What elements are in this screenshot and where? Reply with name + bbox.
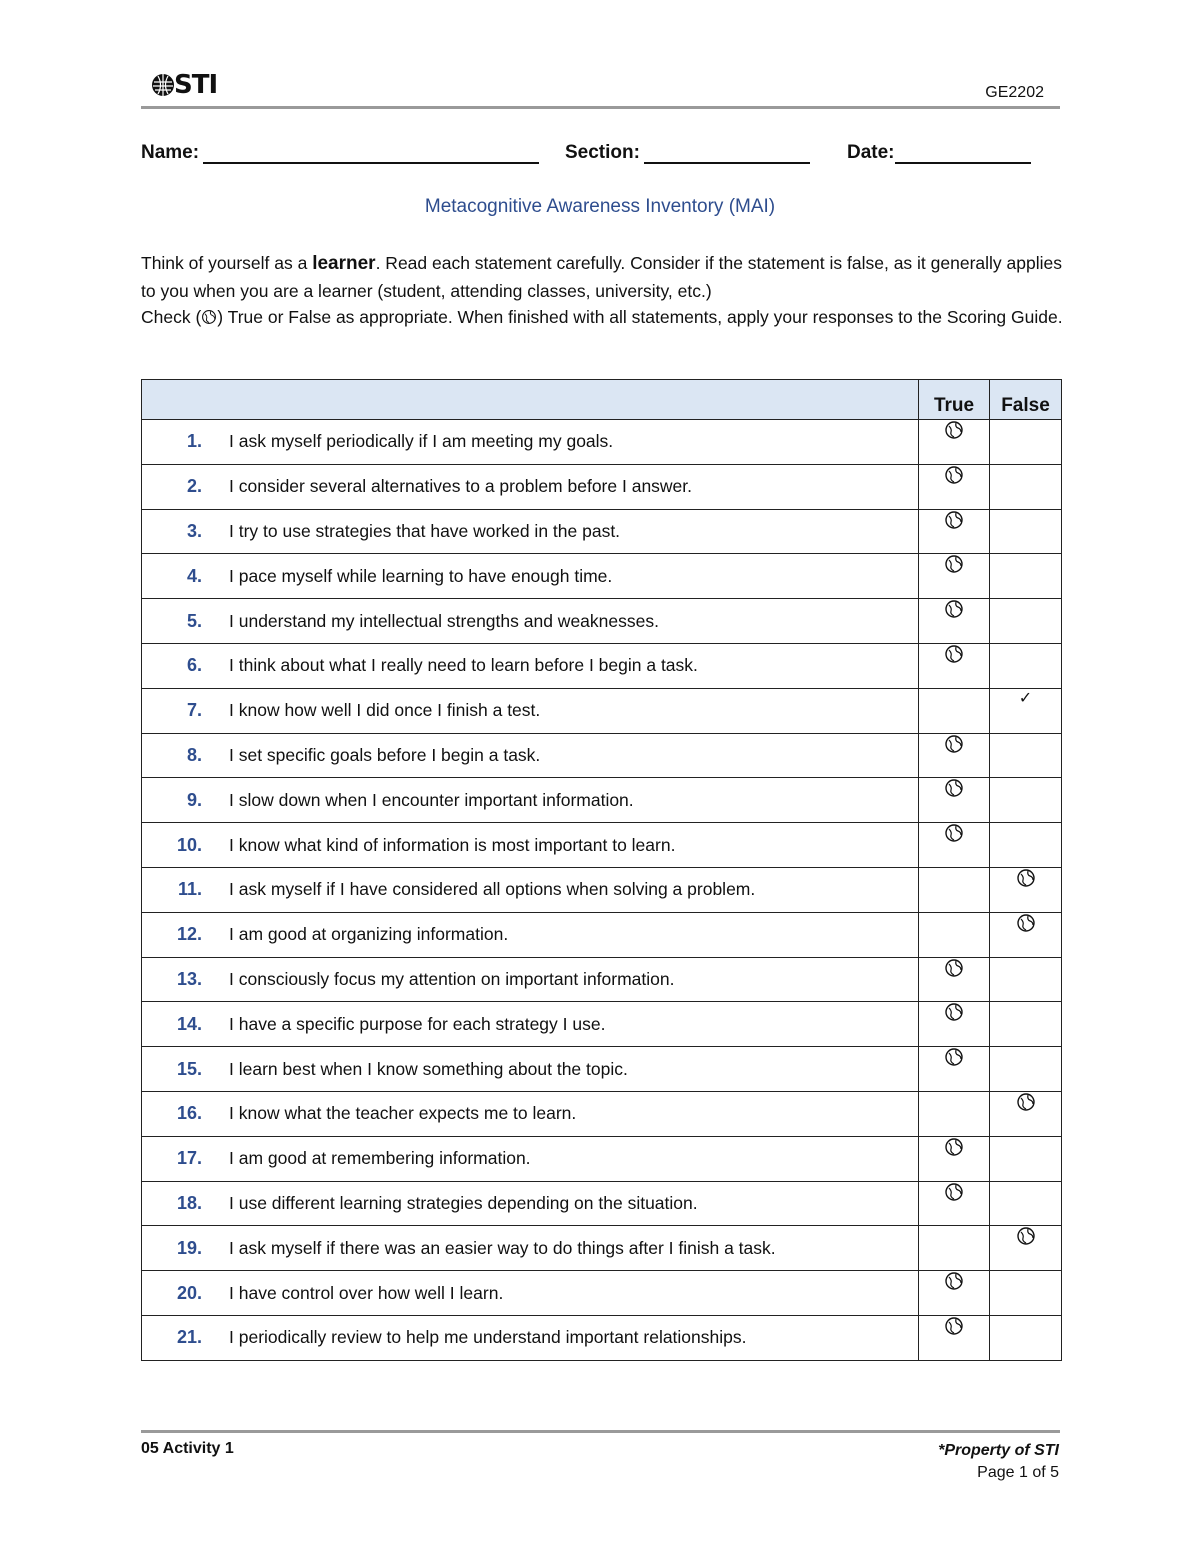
answer-cell-true[interactable] — [919, 464, 990, 509]
statement-number: 1. — [186, 431, 202, 452]
table-row — [142, 778, 1062, 823]
table-row — [142, 1271, 1062, 1316]
statement-cell — [142, 464, 919, 509]
instructions-paragraph-2 — [141, 304, 1071, 331]
table-row — [142, 867, 1062, 912]
answer-cell-false[interactable] — [990, 464, 1062, 509]
section-label: Section: — [565, 142, 640, 163]
table-row — [142, 1226, 1062, 1271]
inventory-table — [141, 379, 1062, 1361]
check-mark-icon — [944, 1271, 964, 1291]
table-row — [142, 912, 1062, 957]
statement — [142, 1238, 918, 1259]
column-header-false: False — [990, 380, 1062, 420]
statement-cell — [142, 733, 919, 778]
statement-number: 20. — [176, 1282, 202, 1303]
answer-cell-false[interactable] — [990, 957, 1062, 1002]
logo-text: STI — [174, 70, 218, 100]
statement — [142, 790, 918, 811]
check-mark-icon — [944, 1137, 964, 1157]
statement-text: I know what kind of information is most important to learn. — [229, 834, 676, 855]
instructions-text: Think of yourself as a — [141, 253, 313, 273]
table-row — [142, 1136, 1062, 1181]
statement — [142, 835, 918, 856]
statement — [142, 566, 918, 587]
statement-number: 18. — [176, 1192, 202, 1213]
statement — [142, 879, 918, 900]
footer-property: *Property of STI — [938, 1442, 1059, 1459]
instructions-paragraph-1 — [141, 250, 1071, 304]
statement-cell — [142, 1002, 919, 1047]
name-label: Name: — [141, 142, 200, 163]
statement-text: I have control over how well I learn. — [229, 1282, 504, 1303]
answer-cell-true[interactable] — [919, 420, 990, 465]
statement-number: 3. — [186, 520, 202, 541]
answer-cell-true[interactable] — [919, 1315, 990, 1360]
statement-number: 19. — [176, 1237, 202, 1258]
answer-cell-false[interactable] — [990, 1047, 1062, 1092]
statement-text: I set specific goals before I begin a task. — [229, 744, 541, 765]
statement-number: 9. — [186, 789, 202, 810]
table-row — [142, 1315, 1062, 1360]
check-mark-icon — [201, 309, 217, 325]
name-input-line[interactable] — [203, 142, 539, 164]
statement-text: I have a specific purpose for each strategy I use. — [229, 1013, 606, 1034]
statement-number: 16. — [176, 1103, 202, 1124]
footer-page-number: Page 1 of 5 — [977, 1464, 1059, 1481]
statement-number: 7. — [186, 700, 202, 721]
statement — [142, 700, 918, 721]
statement-number: 15. — [176, 1058, 202, 1079]
tick-mark-icon: ✓ — [1018, 689, 1033, 707]
check-mark-icon — [944, 1316, 964, 1336]
answer-cell-true[interactable] — [919, 1181, 990, 1226]
table-row — [142, 420, 1062, 465]
instructions — [141, 250, 1071, 331]
table-row — [142, 509, 1062, 554]
statement-cell — [142, 867, 919, 912]
statement-number: 4. — [186, 565, 202, 586]
instructions-text: Check ( — [141, 307, 202, 327]
answer-cell-false[interactable] — [990, 1271, 1062, 1316]
check-mark-icon — [944, 644, 964, 664]
table-row — [142, 823, 1062, 868]
statement-text: I pace myself while learning to have enough time. — [229, 565, 613, 586]
answer-cell-true[interactable] — [919, 957, 990, 1002]
answer-cell-false[interactable] — [990, 1091, 1062, 1136]
footer-activity: 05 Activity 1 — [141, 1440, 234, 1457]
check-mark-icon — [944, 958, 964, 978]
statement-cell — [142, 778, 919, 823]
check-mark-icon — [944, 1182, 964, 1202]
check-mark-icon — [1016, 1092, 1036, 1112]
statement-number: 5. — [186, 610, 202, 631]
table-row — [142, 599, 1062, 644]
table-row — [142, 1047, 1062, 1092]
statement-number: 12. — [176, 924, 202, 945]
answer-cell-false[interactable] — [990, 1226, 1062, 1271]
check-mark-icon — [944, 554, 964, 574]
check-mark-icon — [1016, 868, 1036, 888]
statement — [142, 1327, 918, 1348]
statement-cell — [142, 643, 919, 688]
statement-cell — [142, 1047, 919, 1092]
statement — [142, 655, 918, 676]
statement — [142, 1059, 918, 1080]
statement-number: 11. — [177, 879, 202, 900]
answer-cell-true[interactable] — [919, 1091, 990, 1136]
answer-cell-false[interactable] — [990, 733, 1062, 778]
section-field — [565, 142, 810, 164]
date-field — [847, 142, 1031, 164]
answer-cell-true[interactable] — [919, 1226, 990, 1271]
statement-text: I know what the teacher expects me to learn. — [229, 1103, 577, 1124]
statement-cell — [142, 509, 919, 554]
statement-text: I ask myself if I have considered all options when solving a problem. — [229, 879, 756, 900]
answer-cell-false[interactable] — [990, 420, 1062, 465]
table-row — [142, 733, 1062, 778]
answer-cell-true[interactable] — [919, 867, 990, 912]
statement-text: I slow down when I encounter important information. — [229, 789, 634, 810]
statement — [142, 745, 918, 766]
answer-cell-false[interactable] — [990, 1002, 1062, 1047]
statement — [142, 521, 918, 542]
statement-text: I learn best when I know something about the topic. — [229, 1058, 628, 1079]
statement-cell — [142, 1091, 919, 1136]
document-title: Metacognitive Awareness Inventory (MAI) — [424, 196, 776, 217]
statement-cell — [142, 1271, 919, 1316]
answer-cell-false[interactable] — [990, 509, 1062, 554]
statement-cell — [142, 554, 919, 599]
check-mark-icon — [1016, 913, 1036, 933]
table-row — [142, 688, 1062, 733]
statement-text: I am good at remembering information. — [229, 1148, 531, 1169]
statement-number: 8. — [186, 744, 202, 765]
answer-cell-false[interactable] — [990, 1136, 1062, 1181]
statement-cell — [142, 912, 919, 957]
statement-text: I ask myself if there was an easier way to do things after I finish a task. — [229, 1237, 776, 1258]
statement-number: 2. — [186, 476, 202, 497]
answer-cell-true[interactable] — [919, 643, 990, 688]
footer-right — [938, 1440, 1059, 1484]
statement-cell — [142, 1315, 919, 1360]
statement-text: I consciously focus my attention on important information. — [229, 968, 675, 989]
answer-cell-false[interactable] — [990, 823, 1062, 868]
check-mark-icon — [944, 823, 964, 843]
statement — [142, 1283, 918, 1304]
answer-cell-true[interactable] — [919, 1271, 990, 1316]
statement-text: I am good at organizing information. — [229, 924, 509, 945]
answer-cell-false[interactable] — [990, 1181, 1062, 1226]
answer-cell-false[interactable] — [990, 554, 1062, 599]
statement-number: 6. — [186, 655, 202, 676]
statement-cell — [142, 1136, 919, 1181]
statement-text: I periodically review to help me understand important relationships. — [229, 1327, 747, 1348]
table-row — [142, 464, 1062, 509]
check-mark-icon — [944, 1047, 964, 1067]
statement-cell — [142, 1226, 919, 1271]
name-field — [141, 142, 539, 164]
statement-cell — [142, 420, 919, 465]
date-label: Date: — [847, 142, 895, 163]
statement-text: I consider several alternatives to a problem before I answer. — [229, 476, 693, 497]
statement — [142, 924, 918, 945]
check-mark-icon — [944, 1002, 964, 1022]
statement — [142, 1148, 918, 1169]
answer-cell-true[interactable] — [919, 599, 990, 644]
table-row — [142, 1002, 1062, 1047]
statement — [142, 1193, 918, 1214]
table-row — [142, 554, 1062, 599]
answer-cell-true[interactable] — [919, 509, 990, 554]
statement — [142, 431, 918, 452]
course-code: GE2202 — [985, 84, 1044, 101]
sti-logo — [150, 70, 217, 100]
statement-number: 13. — [176, 968, 202, 989]
check-mark-icon — [944, 465, 964, 485]
table-row — [142, 1091, 1062, 1136]
section-input-line[interactable] — [644, 142, 810, 164]
answer-cell-true[interactable] — [919, 1136, 990, 1181]
column-header-true: True — [919, 380, 990, 420]
table-row — [142, 643, 1062, 688]
statement — [142, 476, 918, 497]
statement-text: I think about what I really need to learn before I begin a task. — [229, 655, 698, 676]
answer-cell-true[interactable] — [919, 778, 990, 823]
statement-text: I try to use strategies that have worked in the past. — [229, 520, 621, 541]
instructions-text: ) True or False as appropriate. When finished with all statements, apply your responses to the Scoring Guide. — [217, 307, 1063, 327]
statement — [142, 969, 918, 990]
table-row — [142, 957, 1062, 1002]
answer-cell-false[interactable] — [990, 912, 1062, 957]
check-mark-icon — [944, 510, 964, 530]
answer-cell-false[interactable] — [990, 867, 1062, 912]
statement-cell — [142, 599, 919, 644]
statement — [142, 1014, 918, 1035]
date-input-line[interactable] — [895, 142, 1031, 164]
answer-cell-false[interactable] — [990, 599, 1062, 644]
statement-text: I know how well I did once I finish a test. — [229, 700, 541, 721]
statement-number: 14. — [176, 1013, 202, 1034]
answer-cell-true[interactable] — [919, 733, 990, 778]
answer-cell-false[interactable] — [990, 643, 1062, 688]
answer-cell-true[interactable] — [919, 1047, 990, 1092]
statement-cell — [142, 1181, 919, 1226]
answer-cell-true[interactable] — [919, 1002, 990, 1047]
instructions-text: . Read each statement carefully. Consider if the statement is false, as it generally applies to you when you are a learner (student, attending classes, university, etc.) — [141, 253, 1062, 301]
answer-cell-true[interactable] — [919, 823, 990, 868]
answer-cell-true[interactable] — [919, 688, 990, 733]
check-mark-icon — [944, 734, 964, 754]
answer-cell-true[interactable] — [919, 912, 990, 957]
check-mark-icon — [944, 778, 964, 798]
statement-cell — [142, 957, 919, 1002]
globe-logo-icon — [150, 72, 176, 98]
check-mark-icon — [944, 599, 964, 619]
answer-cell-true[interactable] — [919, 554, 990, 599]
instructions-keyword: learner — [312, 253, 376, 274]
answer-cell-false[interactable] — [990, 1315, 1062, 1360]
statement-number: 21. — [176, 1327, 202, 1348]
table-header-row — [142, 380, 1062, 420]
answer-cell-false[interactable] — [990, 778, 1062, 823]
statement-text: I understand my intellectual strengths and weaknesses. — [229, 610, 659, 631]
answer-cell-false[interactable] — [990, 688, 1062, 733]
statement-text: I ask myself periodically if I am meeting my goals. — [229, 431, 614, 452]
check-mark-icon — [944, 420, 964, 440]
statement-number: 10. — [176, 834, 202, 855]
statement — [142, 611, 918, 632]
check-mark-icon — [1016, 1226, 1036, 1246]
student-info-fields — [141, 142, 1060, 172]
statement-cell — [142, 823, 919, 868]
statement-cell — [142, 688, 919, 733]
statement-text: I use different learning strategies depending on the situation. — [229, 1192, 698, 1213]
statement-number: 17. — [176, 1148, 202, 1169]
header-divider — [141, 106, 1060, 109]
column-header-statement — [142, 380, 919, 420]
table-row — [142, 1181, 1062, 1226]
footer-divider — [141, 1430, 1060, 1433]
statement — [142, 1103, 918, 1124]
